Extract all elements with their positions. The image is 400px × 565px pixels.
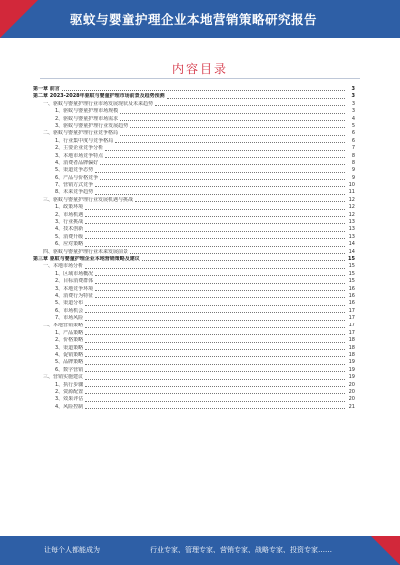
toc-entry-title: 3、行业挑战 [55, 219, 84, 226]
toc-entry-leader [85, 246, 345, 247]
toc-entry[interactable] [33, 145, 355, 152]
toc-entry[interactable] [33, 352, 355, 359]
toc-heading: 内容目录 [171, 62, 228, 76]
toc-entry-leader [85, 364, 345, 365]
toc-entry-page: 15 [348, 263, 355, 270]
footer-roles: 行业专家、管理专家、营销专家、战略专家、投资专家…… [150, 546, 332, 554]
toc-entry-page: 17 [348, 329, 355, 336]
report-title: 驱蚊与婴童护理企业本地营销策略研究报告 [70, 12, 318, 27]
toc-entry-page: 19 [348, 366, 355, 373]
toc-entry-title: 7、市场风险 [55, 315, 84, 322]
toc-entry-title: 第一章 前言 [33, 86, 60, 92]
toc-entry[interactable] [33, 271, 355, 278]
toc-entry-title: 3、渠道策略 [55, 344, 84, 351]
toc-entry-leader [95, 290, 345, 291]
toc-entry-page: 3 [351, 86, 355, 92]
toc-entry-leader [95, 275, 345, 276]
toc-entry-page: 6 [351, 130, 355, 137]
toc-entry-title: 4、技术创新 [55, 226, 84, 233]
toc-entry-leader [120, 120, 345, 121]
toc-entry-leader [95, 194, 345, 195]
toc-entry-leader [85, 209, 345, 210]
toc-entry-title: 3、本地竞争环境 [55, 285, 94, 292]
toc-entry[interactable] [33, 367, 355, 374]
toc-entry-title: 4、促销策略 [55, 352, 84, 359]
toc-entry-title: 2、资源配置 [55, 389, 84, 395]
toc-entry-leader [85, 231, 345, 232]
toc-entry-title: 2、市场机遇 [55, 211, 84, 218]
toc-entry-leader [85, 393, 345, 394]
toc-entry-title: 二、驱蚊与婴童护理行业竞争格局 [43, 130, 119, 137]
toc-entry-title: 5、渠道竞争态势 [55, 167, 94, 174]
toc-entry-leader [100, 164, 345, 165]
toc-entry[interactable] [33, 116, 355, 123]
toc-entry-leader [95, 172, 345, 173]
toc-entry[interactable] [33, 167, 355, 174]
toc-entry[interactable] [33, 234, 355, 241]
toc-entry-title: 6、市场机会 [55, 307, 84, 314]
toc-entry-title: 2、驱蚊与婴童护理市场需求 [55, 115, 119, 122]
toc-entry-page: 19 [348, 359, 355, 366]
toc-entry-leader [95, 186, 345, 187]
toc-entry-page: 11 [348, 189, 355, 196]
toc-entry-leader [85, 327, 345, 328]
toc-entry-title: 1、执行步骤 [55, 381, 84, 388]
header-accent-triangle [0, 0, 38, 38]
toc-entry-page: 12 [348, 211, 355, 218]
toc-entry-title: 4、消费行为特征 [55, 292, 94, 299]
toc-entry-leader [115, 142, 345, 143]
toc-entry-page: 3 [351, 100, 355, 107]
toc-entry[interactable] [33, 263, 355, 270]
page-footer [0, 536, 400, 565]
toc-entry-title: 第三章 驱蚊与婴童护理企业本地营销策略及建议 [33, 255, 140, 262]
toc-entry-page: 12 [348, 204, 355, 211]
toc-entry-leader [105, 157, 345, 158]
toc-entry-page: 13 [348, 219, 355, 226]
toc-entry-leader [85, 312, 345, 313]
toc-entry-leader [100, 179, 345, 180]
toc-entry-leader [130, 127, 345, 128]
toc-entry[interactable] [33, 323, 355, 330]
toc-entry[interactable] [33, 93, 355, 100]
toc-entry-page: 20 [348, 389, 355, 395]
toc-entry-leader [85, 371, 345, 372]
toc-entry-leader [135, 201, 345, 202]
toc-entry[interactable] [33, 278, 355, 285]
toc-entry[interactable] [33, 241, 355, 248]
toc-entry-title: 6、数字营销 [55, 366, 84, 373]
toc-entry-title: 5、消费升级 [55, 233, 84, 240]
toc-entry-leader [85, 349, 345, 350]
toc-entry-title: 一、驱蚊与婴童护理行业市场发展现状及未来趋势 [43, 100, 154, 107]
toc-entry[interactable] [33, 330, 355, 337]
toc-entry-leader [120, 113, 345, 114]
footer-slogan: 让每个人都能成为 [44, 546, 100, 554]
toc-entry-title: 1、政策环境 [55, 204, 84, 211]
toc-entry[interactable] [33, 345, 355, 352]
toc-entry-leader [85, 305, 345, 306]
toc-entry[interactable] [33, 130, 355, 137]
toc-entry-leader [120, 135, 345, 136]
toc-entry-page: 20 [348, 381, 355, 388]
toc-entry-leader [167, 98, 345, 99]
toc-entry[interactable] [33, 404, 355, 411]
toc-entry-leader [95, 297, 345, 298]
toc-entry[interactable] [33, 175, 355, 182]
toc-entry-page: 6 [351, 137, 355, 144]
toc-entry[interactable] [33, 197, 355, 204]
toc-entry-leader [85, 342, 345, 343]
toc-entry-title: 三、营销实施建议 [43, 374, 84, 381]
toc-entry[interactable] [33, 396, 355, 403]
toc-entry-page: 7 [351, 145, 355, 152]
toc-entry-leader [85, 223, 345, 224]
toc-entry-page: 20 [348, 396, 355, 403]
toc-entry-page: 5 [351, 122, 355, 129]
toc-entry[interactable] [33, 337, 355, 344]
table-of-contents [33, 86, 355, 411]
toc-entry-title: 4、风险控制 [55, 403, 84, 410]
toc-entry-title: 2、主要企业竞争分析 [55, 145, 104, 152]
toc-entry[interactable] [33, 382, 355, 389]
toc-entry[interactable] [33, 315, 355, 322]
toc-entry-title: 二、本地营销策略 [43, 322, 84, 329]
toc-entry-title: 1、产品策略 [55, 329, 84, 336]
toc-entry[interactable] [33, 293, 355, 300]
toc-entry-leader [85, 401, 345, 402]
toc-entry-leader [142, 260, 345, 261]
toc-entry[interactable] [33, 226, 355, 233]
toc-entry-page: 12 [348, 196, 355, 203]
toc-entry-page: 10 [348, 182, 355, 189]
toc-entry-title: 3、驱蚊与婴童护理行业发展趋势 [55, 122, 129, 129]
toc-entry-page: 16 [348, 300, 355, 307]
toc-entry[interactable] [33, 308, 355, 315]
toc-entry-page: 19 [348, 374, 355, 381]
toc-entry-page: 13 [348, 233, 355, 240]
page-header [0, 0, 400, 38]
toc-entry-title: 6、应对策略 [55, 241, 84, 248]
toc-entry-title: 3、本地市场竞争特点 [55, 152, 104, 159]
toc-entry-page: 15 [348, 270, 355, 277]
toc-entry-leader [85, 386, 345, 387]
toc-entry-title: 5、品牌策略 [55, 359, 84, 366]
toc-entry-page: 3 [351, 93, 355, 100]
toc-entry-page: 16 [348, 285, 355, 292]
toc-entry[interactable] [33, 189, 355, 196]
toc-entry-title: 四、驱蚊与婴童护理行业未来发展前景 [43, 248, 129, 255]
toc-entry-title: 1、驱蚊与婴童护理市场规模 [55, 108, 119, 115]
toc-entry-page: 8 [351, 159, 355, 166]
toc-entry[interactable] [33, 359, 355, 366]
toc-entry-leader [95, 283, 345, 284]
toc-entry[interactable] [33, 374, 355, 381]
toc-entry-leader [85, 216, 345, 217]
toc-entry-title: 三、驱蚊与婴童护理行业发展机遇与挑战 [43, 196, 134, 203]
toc-entry-page: 18 [348, 344, 355, 351]
toc-entry-leader [105, 150, 345, 151]
toc-entry-title: 1、行业集中度与竞争格局 [55, 137, 114, 144]
toc-entry-page: 17 [348, 322, 355, 329]
toc-entry-page: 17 [348, 307, 355, 314]
toc-entry-title: 2、价格策略 [55, 337, 84, 344]
toc-entry-page: 9 [351, 167, 355, 174]
toc-entry[interactable] [33, 212, 355, 219]
toc-entry[interactable] [33, 153, 355, 160]
toc-entry[interactable] [33, 204, 355, 211]
toc-entry-page: 18 [348, 352, 355, 359]
toc-entry-page: 15 [348, 278, 355, 285]
toc-entry-leader [85, 408, 345, 409]
toc-entry-leader [85, 268, 345, 269]
toc-entry-title: 5、渠道分布 [55, 300, 84, 307]
toc-entry[interactable] [33, 182, 355, 189]
toc-entry-title: 8、未来竞争趋势 [55, 189, 94, 196]
toc-entry-leader [85, 238, 345, 239]
toc-entry[interactable] [33, 123, 355, 130]
toc-entry-page: 14 [348, 248, 355, 255]
toc-entry-title: 2、目标消费群体 [55, 278, 94, 285]
toc-entry-title: 6、产品与价格竞争 [55, 174, 99, 181]
toc-entry[interactable] [33, 286, 355, 293]
toc-entry-leader [62, 90, 345, 91]
toc-heading-divider [40, 78, 360, 79]
toc-entry-title: 1、区域市场概况 [55, 270, 94, 277]
toc-entry-title: 一、本地市场分析 [43, 263, 84, 270]
toc-entry-leader [85, 334, 345, 335]
toc-entry-page: 14 [348, 241, 355, 248]
toc-entry[interactable] [33, 86, 355, 93]
toc-entry-page: 18 [348, 337, 355, 344]
toc-entry-page: 15 [348, 255, 355, 262]
toc-entry-page: 3 [351, 108, 355, 115]
toc-entry-page: 8 [351, 152, 355, 159]
toc-entry[interactable] [33, 249, 355, 256]
toc-entry-page: 9 [351, 174, 355, 181]
toc-entry-title: 3、效果评估 [55, 396, 84, 403]
toc-entry-leader [130, 253, 345, 254]
toc-entry[interactable] [33, 256, 355, 263]
toc-entry-leader [85, 379, 345, 380]
toc-entry[interactable] [33, 138, 355, 145]
toc-entry-leader [85, 356, 345, 357]
toc-entry-page: 13 [348, 226, 355, 233]
footer-accent-triangle [371, 536, 400, 565]
toc-entry[interactable] [33, 101, 355, 108]
toc-entry-title: 4、消费者品牌偏好 [55, 159, 99, 166]
toc-entry-page: 21 [348, 403, 355, 410]
toc-entry[interactable] [33, 300, 355, 307]
toc-entry[interactable] [33, 160, 355, 167]
toc-entry[interactable] [33, 389, 355, 396]
toc-entry-page: 4 [351, 115, 355, 122]
toc-entry-leader [155, 105, 345, 106]
toc-entry-page: 17 [348, 315, 355, 322]
toc-entry[interactable] [33, 219, 355, 226]
toc-entry-page: 16 [348, 292, 355, 299]
toc-entry-leader [85, 320, 345, 321]
toc-entry[interactable] [33, 108, 355, 115]
toc-entry-title: 7、营销方式竞争 [55, 182, 94, 189]
toc-entry-title: 第二章 2023-2028年驱蚊与婴童护理市场前景及趋势预测 [33, 93, 165, 100]
